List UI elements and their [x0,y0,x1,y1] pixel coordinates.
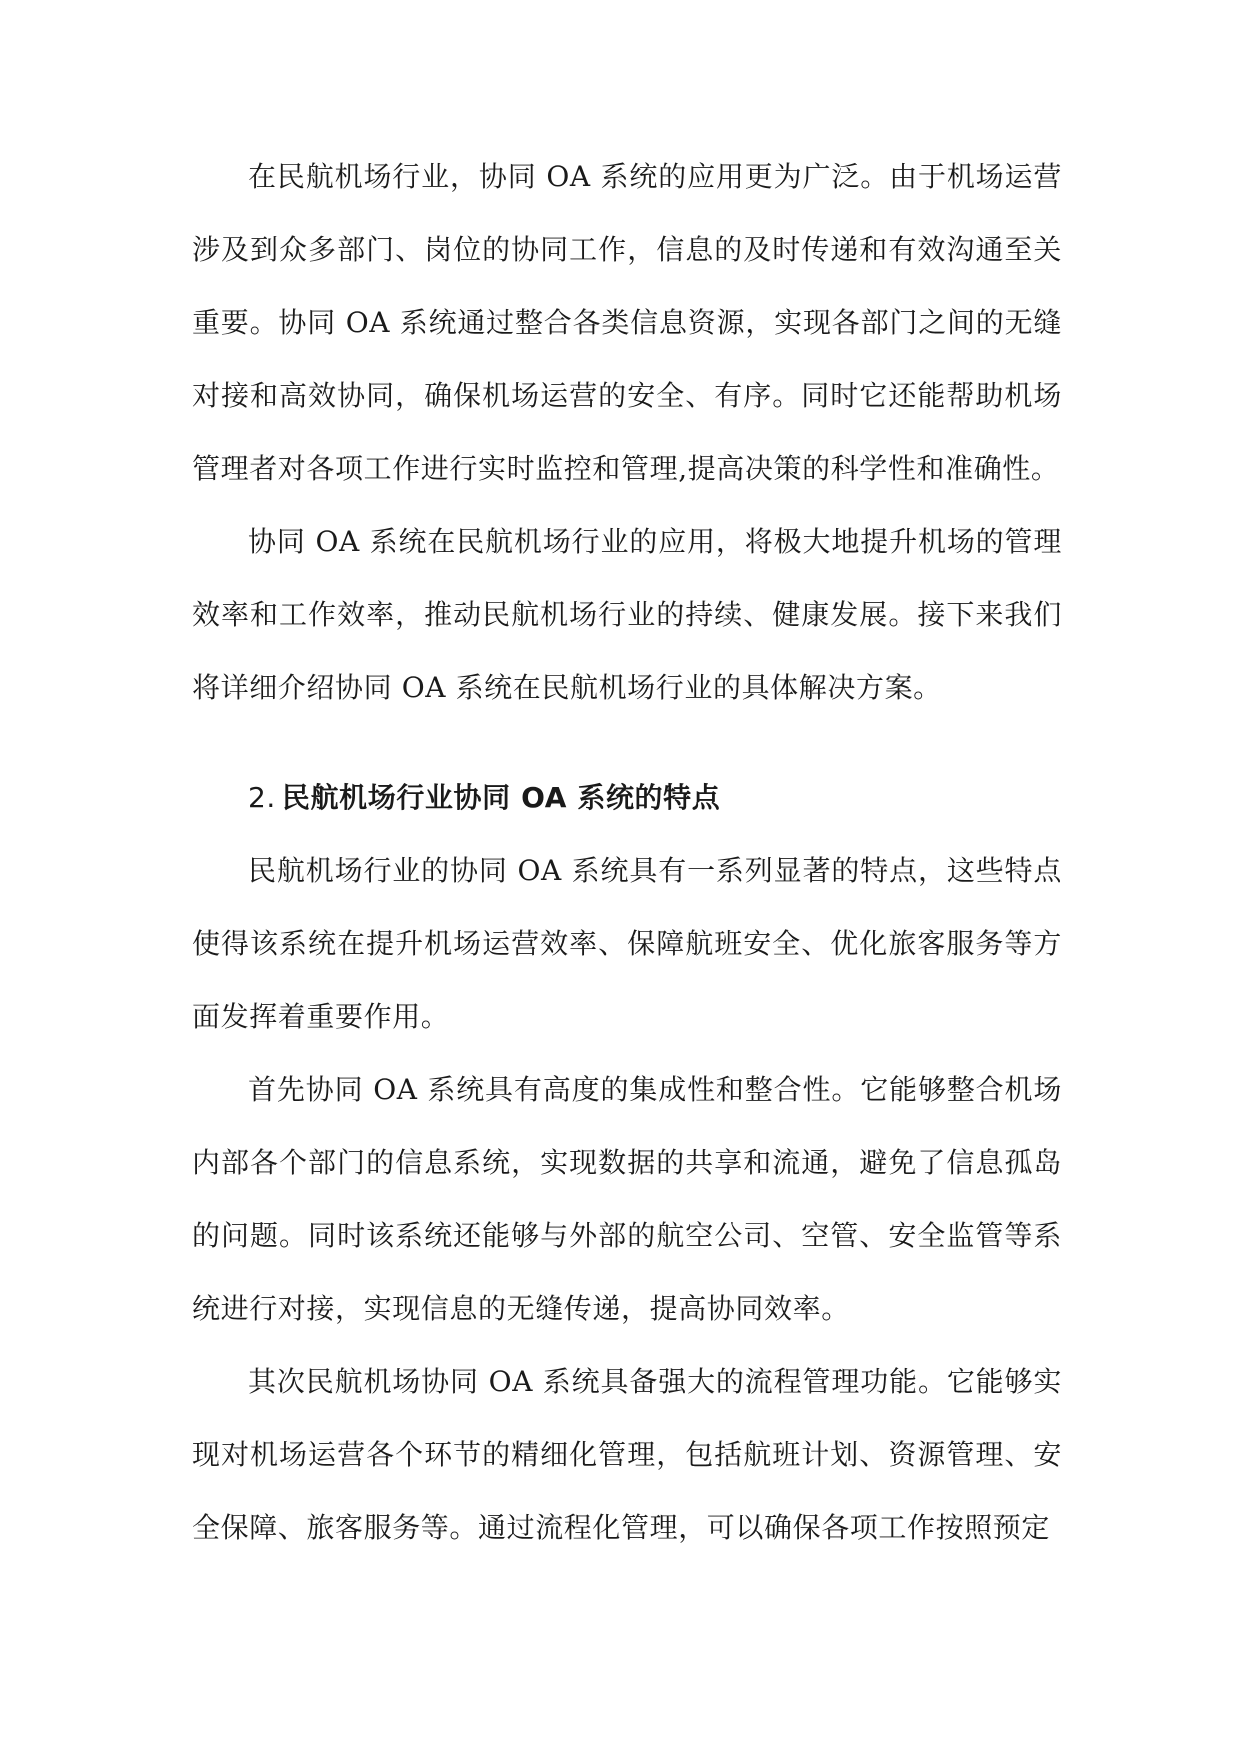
section-heading [192,761,1062,834]
document-body [192,140,1062,1564]
paragraph-summary: 协同 OA 系统在民航机场行业的应用，将极大地提升机场的管理效率和工作效率，推动民航机场行业的持续、健康发展。接下来我们将详细介绍协同 OA 系统在民航机场行业的具体解决方案。 [192,525,1062,704]
paragraph-intro: 在民航机场行业，协同 OA 系统的应用更为广泛。由于机场运营涉及到众多部门、岗位的协同工作，信息的及时传递和有效沟通至关重要。协同 OA 系统通过整合各类信息资源，实现各部门之间的无缝对接和高效协同，确保机场运营的安全、有序。同时它还能帮助机场管理者对各项工作进行实时监控和管理,提高决策的科学性和准确性。 [192,160,1062,485]
section-number: 2. [248,781,276,814]
paragraph-features-overview: 民航机场行业的协同 OA 系统具有一系列显著的特点，这些特点使得该系统在提升机场运营效率、保障航班安全、优化旅客服务等方面发挥着重要作用。 [192,854,1062,1033]
section-title: 民航机场行业协同 OA 系统的特点 [281,781,721,814]
paragraph-process-management: 其次民航机场协同 OA 系统具备强大的流程管理功能。它能够实现对机场运营各个环节的精细化管理，包括航班计划、资源管理、安全保障、旅客服务等。通过流程化管理，可以确保各项工作按照预定 [192,1365,1062,1544]
paragraph-integration: 首先协同 OA 系统具有高度的集成性和整合性。它能够整合机场内部各个部门的信息系统，实现数据的共享和流通，避免了信息孤岛的问题。同时该系统还能够与外部的航空公司、空管、安全监管等系统进行对接，实现信息的无缝传递，提高协同效率。 [192,1073,1062,1325]
